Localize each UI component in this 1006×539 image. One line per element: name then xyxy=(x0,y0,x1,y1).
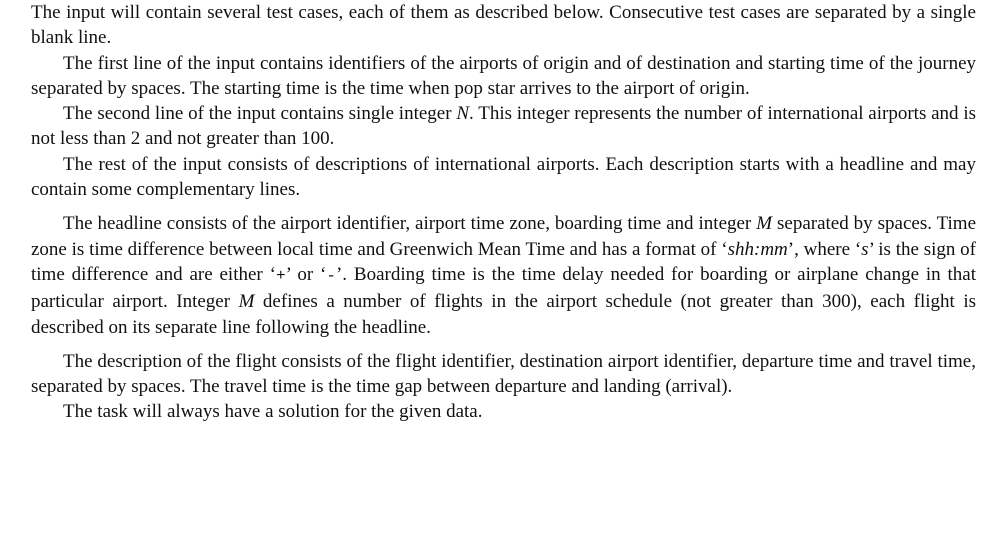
text-segment: ’. Boarding time is the time delay needed for boarding or airplane change in that particular airport. Integer xyxy=(31,263,977,313)
math-variable-m: M xyxy=(238,291,255,313)
paragraph-solution-note: The task will always have a solution for the given data. xyxy=(63,401,483,423)
plus-sign: + xyxy=(275,266,286,285)
text-segment: ’ is the sign of time difference and are either ‘ xyxy=(31,238,976,285)
text-segment: The second line of the input contains single integer xyxy=(63,103,457,125)
math-variable-s: s xyxy=(861,238,869,260)
text-segment: defines a number of flights in the airport schedule (not greater than 300), each flight is described on its separate line following the headline. xyxy=(31,291,976,338)
paragraph-second-line xyxy=(31,101,976,152)
problem-statement xyxy=(31,0,976,425)
paragraph-flight-description: The description of the flight consists of the flight identifier, destination airport identifier, departure time and travel time, separated by spaces. The travel time is the time gap between departure and landing (arrival). xyxy=(31,350,976,398)
paragraph-first-line: The first line of the input contains identifiers of the airports of origin and of destination and starting time of the journey separated by spaces. The starting time is the time when pop star arrives to the airport of origin. xyxy=(31,52,976,99)
text-segment: . This integer represents the number of international airports and is not less than 2 and not greater than 100. xyxy=(31,103,977,150)
text-segment: ’, where ‘ xyxy=(787,238,862,260)
text-segment: The headline consists of the airport identifier, airport time zone, boarding time and integer xyxy=(63,213,757,235)
paragraph-headline xyxy=(31,211,976,339)
math-variable-m: M xyxy=(756,213,773,235)
minus-sign: - xyxy=(326,266,336,285)
text-segment: separated by spaces. Time zone is time difference between local time and Greenwich Mean Time and has a format of ‘ xyxy=(31,213,977,260)
paragraph-airport-descriptions: The rest of the input consists of descriptions of international airports. Each description starts with a headline and may contain some complementary lines. xyxy=(31,153,976,201)
time-zone-format: shh:mm xyxy=(727,238,788,260)
paragraph-test-cases: The input will contain several test cases, each of them as described below. Consecutive test cases are separated by a single blank line. xyxy=(31,2,976,49)
math-variable-n: N xyxy=(456,103,470,125)
text-segment: ’ or ‘ xyxy=(285,263,327,285)
